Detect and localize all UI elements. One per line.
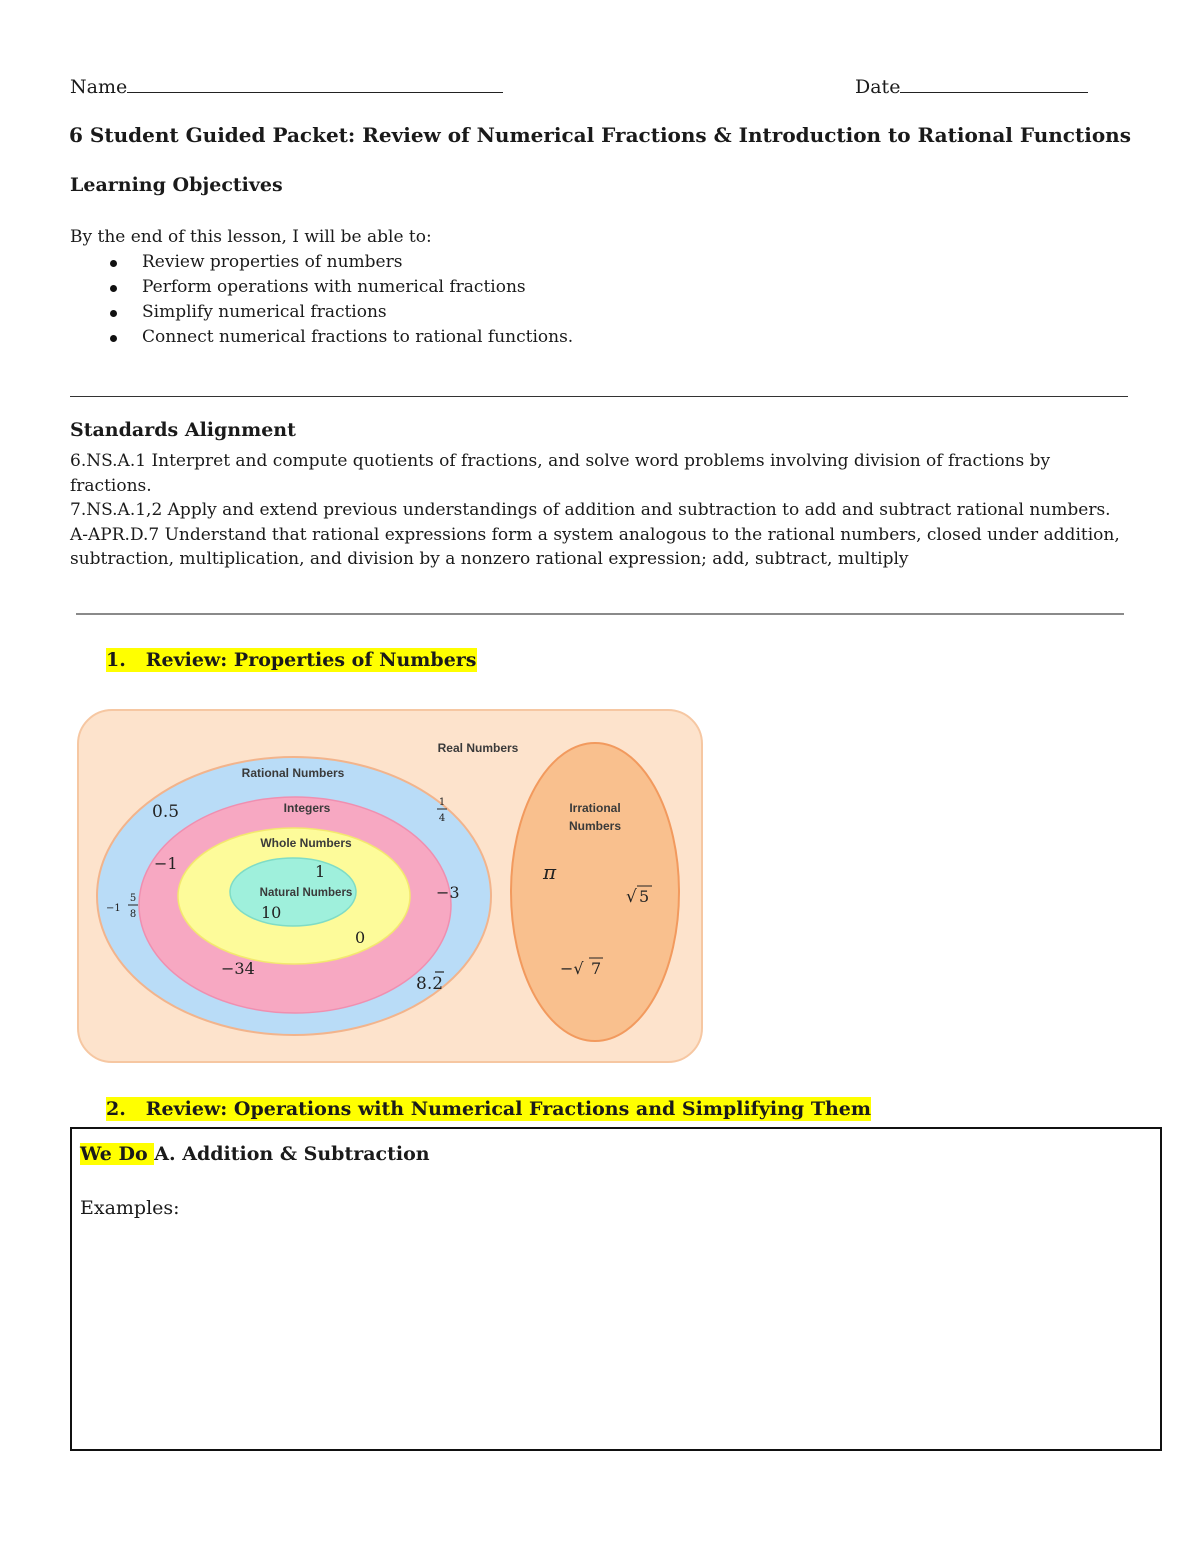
irrational-numbers-label-line1: Irrational xyxy=(569,801,621,815)
whole-numbers-label: Whole Numbers xyxy=(260,836,352,850)
section-1-number: 1. xyxy=(106,649,126,671)
example-neg-sqrt7-value: 7 xyxy=(591,959,602,978)
date-field xyxy=(855,74,1088,98)
learning-objectives-intro: By the end of this lesson, I will be able to: xyxy=(70,227,432,247)
name-blank-line[interactable] xyxy=(127,74,503,93)
section-2-number: 2. xyxy=(106,1098,126,1120)
example-10: 10 xyxy=(261,903,282,922)
bullet-icon xyxy=(110,335,117,342)
examples-label: Examples: xyxy=(80,1197,180,1219)
list-item: Review properties of numbers xyxy=(70,250,870,275)
example-0-5: 0.5 xyxy=(152,802,180,822)
rational-numbers-label: Rational Numbers xyxy=(241,766,345,780)
example-neg-sqrt7-prefix: −√ xyxy=(560,959,584,978)
irrational-numbers-region xyxy=(511,743,679,1041)
bullet-icon xyxy=(110,310,117,317)
example-mixed-den: 8 xyxy=(129,909,137,920)
name-field xyxy=(70,74,503,98)
example-mixed-whole: −1 xyxy=(106,903,121,914)
standard-item: 7.NS.A.1,2 Apply and extend previous understandings of addition and subtraction to add and subtract rational numbers. xyxy=(70,500,1111,520)
section-1-heading xyxy=(106,649,477,671)
list-item: Perform operations with numerical fractions xyxy=(70,275,870,300)
example-1: 1 xyxy=(315,862,326,881)
bullet-icon xyxy=(110,285,117,292)
example-0: 0 xyxy=(355,928,366,947)
list-item: Simplify numerical fractions xyxy=(70,300,870,325)
we-do-title: A. Addition & Subtraction xyxy=(154,1143,430,1165)
example-8-2-repeating: 8.2 xyxy=(416,974,444,994)
number-sets-diagram xyxy=(76,708,704,1064)
example-sqrt5-value: 5 xyxy=(639,887,650,906)
name-label: Name xyxy=(70,76,128,98)
example-pi: π xyxy=(543,860,557,884)
example-mixed-num: 5 xyxy=(129,893,137,904)
bullet-icon xyxy=(110,260,117,267)
irrational-numbers-label-line2: Numbers xyxy=(568,819,622,833)
integers-label: Integers xyxy=(283,801,331,815)
example-quarter-num: 1 xyxy=(438,797,446,808)
divider xyxy=(70,396,1128,397)
date-blank-line[interactable] xyxy=(900,74,1088,93)
standards-heading: Standards Alignment xyxy=(70,419,296,441)
standard-item: 6.NS.A.1 Interpret and compute quotients of fractions, and solve word problems involving division of fractions by fractions. xyxy=(70,451,1051,496)
section-2-title: Review: Operations with Numerical Fractions and Simplifying Them xyxy=(145,1098,871,1120)
real-numbers-label: Real Numbers xyxy=(437,741,519,755)
example-neg-34: −34 xyxy=(221,959,255,978)
section-2-heading xyxy=(106,1098,871,1120)
standards-list xyxy=(70,449,1130,572)
natural-numbers-label: Natural Numbers xyxy=(259,887,353,899)
we-do-highlight: We Do xyxy=(80,1143,155,1165)
example-quarter-den: 4 xyxy=(438,813,446,824)
date-label: Date xyxy=(855,76,901,98)
example-sqrt5-radical: √ xyxy=(626,887,637,907)
learning-objectives-list xyxy=(70,250,870,350)
divider xyxy=(76,613,1124,615)
example-neg-3: −3 xyxy=(436,883,460,902)
page-title: 6 Student Guided Packet: Review of Numerical Fractions & Introduction to Rational Functions xyxy=(69,123,1131,147)
example-neg-1: −1 xyxy=(154,854,178,873)
section-1-title: Review: Properties of Numbers xyxy=(145,649,477,671)
standard-item: A-APR.D.7 Understand that rational expressions form a system analogous to the rational numbers, closed under addition, subtraction, multiplication, and division by a nonzero rational expression; add, subtract, multiply xyxy=(70,524,1120,569)
list-item: Connect numerical fractions to rational functions. xyxy=(70,325,870,350)
we-do-heading xyxy=(80,1143,430,1165)
we-do-box[interactable] xyxy=(70,1127,1162,1451)
learning-objectives-heading: Learning Objectives xyxy=(70,174,283,196)
